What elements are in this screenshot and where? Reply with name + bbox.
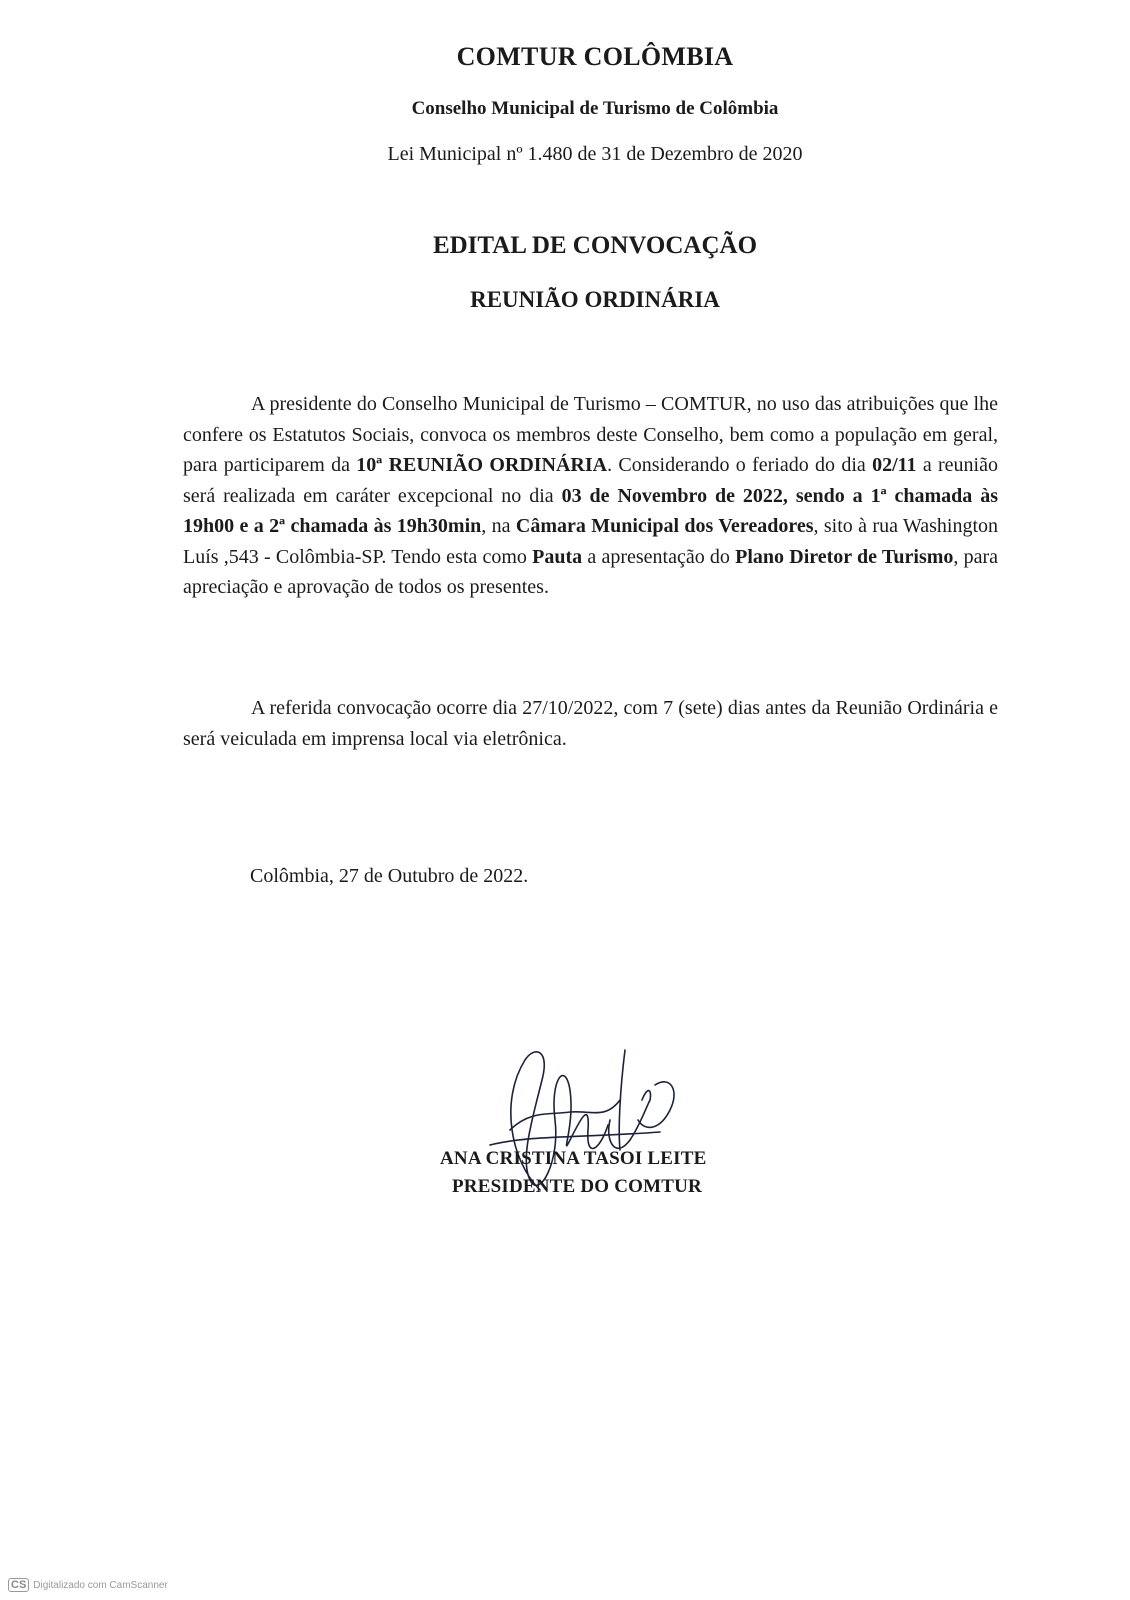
- holiday-date: 02/11: [872, 454, 917, 476]
- p1-text-3: a reunião será realizada em caráter excepcional no dia: [183, 454, 998, 507]
- org-subtitle: Conselho Municipal de Turismo de Colômbia: [411, 98, 779, 119]
- p1-text-6: a apresentação do: [582, 545, 736, 568]
- signature-stroke: [638, 1082, 674, 1128]
- p1-text-5: , sito à rua Washington Luís ,543 - Colômbia-SP. Tendo esta como: [183, 515, 999, 568]
- meeting-venue: Câmara Municipal dos Vereadores: [515, 515, 814, 537]
- scanner-text: Digitalizado com CamScanner: [33, 1579, 168, 1591]
- notice-paragraph: [183, 693, 998, 754]
- signature-stroke: [609, 1091, 651, 1149]
- p1-text-2: . Considerando o feriado do dia: [607, 454, 873, 476]
- p2-text: A referida convocação ocorre dia 27/10/2022, com 7 (sete) dias antes da Reunião Ordinária e será veiculada em imprensa local via eletrônica.: [183, 697, 998, 750]
- meeting-datetime: 03 de Novembro de 2022, sendo a 1ª chamada às 19h00 e a 2ª chamada às 19h30min: [183, 484, 999, 537]
- agenda-label: Pauta: [532, 545, 583, 568]
- convocation-paragraph: [183, 389, 998, 603]
- org-title: COMTUR COLÔMBIA: [456, 42, 734, 71]
- p1-text-4: , na: [481, 515, 516, 537]
- p1-text-7: , para apreciação e aprovação de todos os presentes.: [183, 545, 999, 598]
- date-line: Colômbia, 27 de Outubro de 2022.: [250, 865, 529, 887]
- signatory-name: ANA CRISTINA TASOI LEITE: [440, 1148, 707, 1169]
- law-reference: Lei Municipal nº 1.480 de 31 de Dezembro de 2020: [387, 143, 803, 165]
- meeting-number: 10ª REUNIÃO ORDINÁRIA: [356, 454, 608, 476]
- document-subtitle: REUNIÃO ORDINÁRIA: [470, 287, 720, 312]
- signature-stroke: [510, 1100, 620, 1130]
- agenda-topic: Plano Diretor de Turismo: [735, 545, 954, 568]
- signature-stroke: [490, 1132, 660, 1145]
- document-title: EDITAL DE CONVOCAÇÃO: [432, 232, 758, 259]
- signatory-role: PRESIDENTE DO COMTUR: [452, 1176, 702, 1197]
- scanner-watermark: [8, 1578, 168, 1592]
- camscanner-logo-icon: CS: [8, 1578, 29, 1592]
- p1-text-1: A presidente do Conselho Municipal de Turismo – COMTUR, no uso das atribuições que lhe confere os Estatutos Sociais, convoca os membros deste Conselho, bem como a população em geral, para participarem da: [183, 393, 998, 476]
